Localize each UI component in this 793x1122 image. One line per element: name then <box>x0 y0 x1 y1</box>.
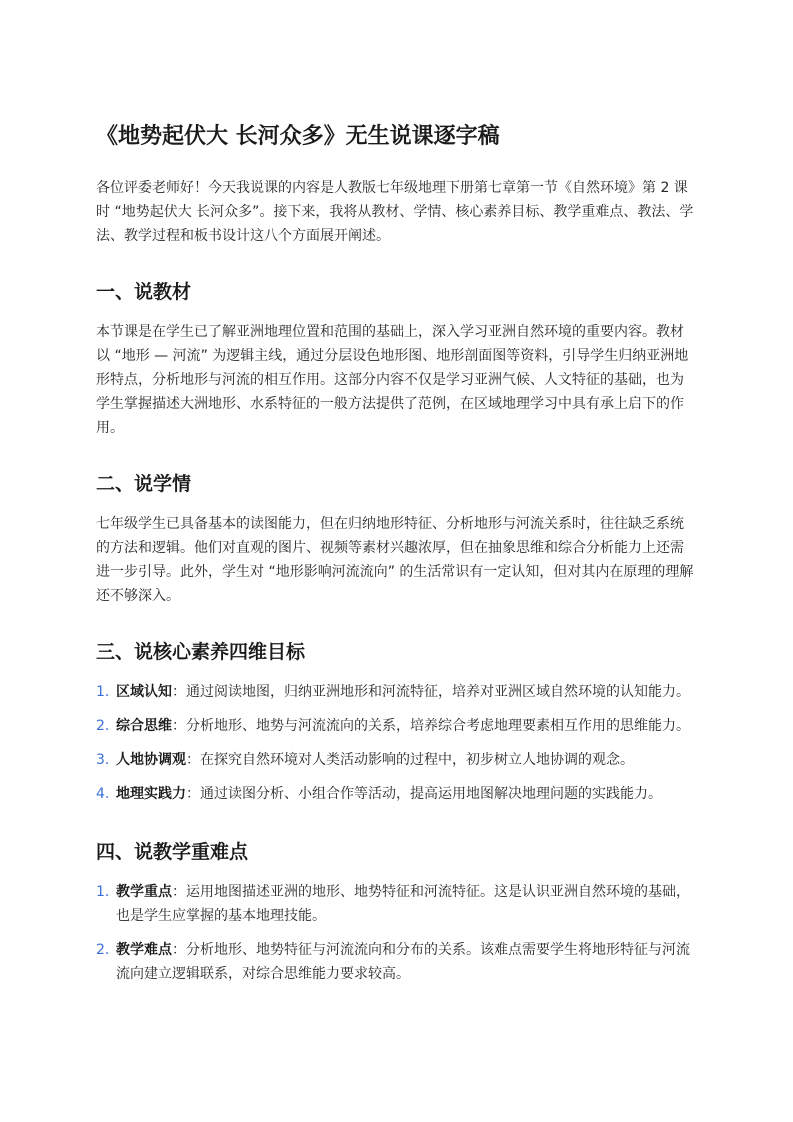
section-body-students: 七年级学生已具备基本的读图能力，但在归纳地形特征、分析地形与河流关系时，往往缺乏系统的方法和逻辑。他们对直观的图片、视频等素材兴趣浓厚，但在抽象思维和综合分析能力上还需进一步引导。此外，学生对 “地形影响河流流向” 的生活常识有一定认知，但对其内在原理的理解还不够深入。 <box>96 516 694 604</box>
list-term: 区域认知 <box>116 684 172 700</box>
list-text: ：通过读图分析、小组合作等活动，提高运用地图解决地理问题的实践能力。 <box>186 786 662 802</box>
list-term: 教学难点 <box>116 942 172 958</box>
section-heading-goals: 三、说核心素养四维目标 <box>96 641 306 663</box>
list-term: 综合思维 <box>116 718 172 734</box>
list-text: ：分析地形、地势与河流流向的关系，培养综合考虑地理要素相互作用的思维能力。 <box>172 718 690 734</box>
list-number: 1. <box>96 884 110 900</box>
section-heading-textbook: 一、说教材 <box>96 281 192 303</box>
list-term: 地理实践力 <box>116 786 186 802</box>
list-text: ：运用地图描述亚洲的地形、地势特征和河流特征。这是认识亚洲自然环境的基础，也是学生应掌握的基本地理技能。 <box>116 884 690 924</box>
list-number: 4. <box>96 786 110 802</box>
list-term: 教学重点 <box>116 884 172 900</box>
list-term: 人地协调观 <box>116 752 186 768</box>
list-number: 1. <box>96 684 110 700</box>
list-number: 2. <box>96 942 110 958</box>
list-item <box>96 714 697 738</box>
section-heading-students: 二、说学情 <box>96 473 192 495</box>
list-item <box>96 680 697 704</box>
list-text: ：分析地形、地势特征与河流流向和分布的关系。该难点需要学生将地形特征与河流流向建立逻辑联系，对综合思维能力要求较高。 <box>116 942 690 982</box>
list-item <box>96 880 697 928</box>
list-number: 2. <box>96 718 110 734</box>
list-text: ：在探究自然环境对人类活动影响的过程中，初步树立人地协调的观念。 <box>186 752 634 768</box>
intro-paragraph: 各位评委老师好！今天我说课的内容是人教版七年级地理下册第七章第一节《自然环境》第 2 课时 “地势起伏大 长河众多”。接下来，我将从教材、学情、核心素养目标、教学重难点、教法、学法、教学过程和板书设计这八个方面展开阐述。 <box>96 180 694 244</box>
key-points-list <box>96 880 697 986</box>
page-title: 《地势起伏大 长河众多》无生说课逐字稿 <box>96 124 500 149</box>
list-text: ：通过阅读地图，归纳亚洲地形和河流特征，培养对亚洲区域自然环境的认知能力。 <box>172 684 690 700</box>
list-item <box>96 782 697 806</box>
list-number: 3. <box>96 752 110 768</box>
list-item <box>96 938 697 986</box>
goals-list <box>96 680 697 806</box>
list-item <box>96 748 697 772</box>
section-heading-key-points: 四、说教学重难点 <box>96 841 249 863</box>
section-body-textbook: 本节课是在学生已了解亚洲地理位置和范围的基础上，深入学习亚洲自然环境的重要内容。教材以 “地形 — 河流” 为逻辑主线，通过分层设色地形图、地形剖面图等资料，引导学生归纳亚洲地形特点，分析地形与河流的相互作用。这部分内容不仅是学习亚洲气候、人文特征的基础，也为学生掌握描述大洲地形、水系特征的一般方法提供了范例，在区域地理学习中具有承上启下的作用。 <box>96 324 689 436</box>
